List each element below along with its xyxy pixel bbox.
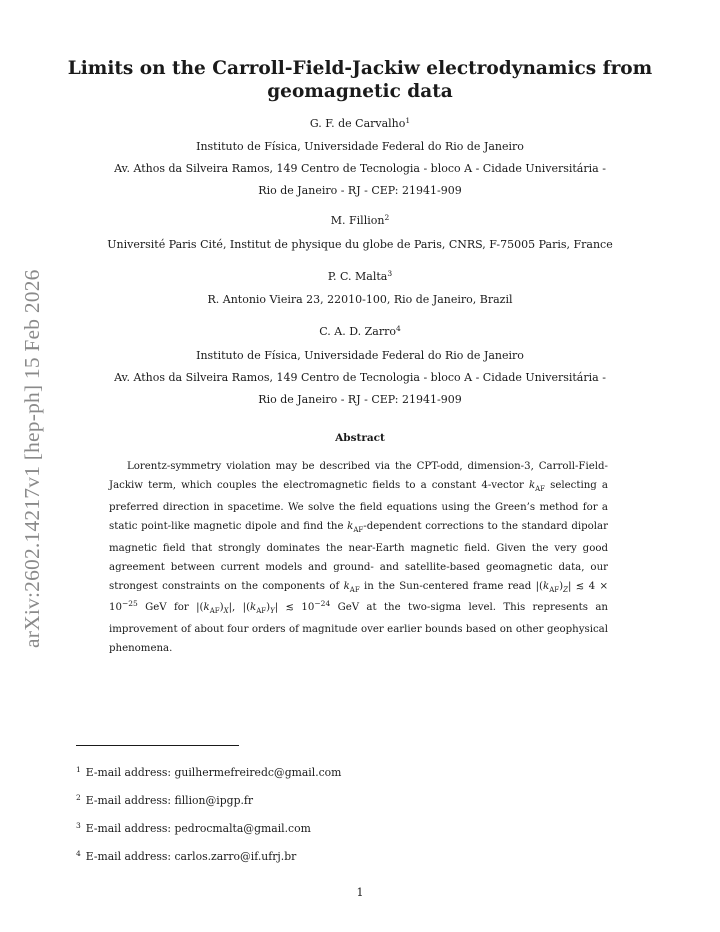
author-name: P. C. Malta$^3$ bbox=[327, 269, 393, 283]
footnote-mark: 2 bbox=[384, 213, 390, 222]
abstract-body bbox=[109, 458, 608, 659]
footnote: $^1$ E-mail address: guilhermefreiredc@gmail.com bbox=[76, 765, 342, 779]
author-affiliation: R. Antonio Vieira 23, 22010-100, Rio de Janeiro, Brazil bbox=[207, 293, 513, 306]
arxiv-stamp: arXiv:2602.14217v1 [hep-ph] 15 Feb 2026 bbox=[20, 269, 44, 648]
footnote-mark: 1 bbox=[405, 116, 411, 125]
footnote: $^4$ E-mail address: carlos.zarro@if.ufrj.br bbox=[76, 849, 297, 863]
author-name: M. Fillion$^2$ bbox=[330, 213, 390, 227]
footnote-mark: 3 bbox=[387, 269, 393, 278]
footnote-rule bbox=[76, 745, 239, 746]
abstract-paragraph: Lorentz-symmetry violation may be described via the CPT-odd, dimension-3, Carroll-Field-Jackiw term, which couples the electromagnetic fields to a constant 4-vector $k_{AF}$ selecting a preferred direction in spacetime. We solve the field equations using the Green’s method for a static point-like magnetic dipole and find the $k_{AF}$-dependent corrections to the standard dipolar magnetic field that strongly dominates the near-Earth magnetic field. Given the very good agreement between current models and ground- and satellite-based geomagnetic data, our strongest constraints on the components of $k_{AF}$ in the Sun-centered frame read $|(k_{AF})_Z|$ ≲ $4 \times 10^{-25}$ GeV for $|(k_{AF})_X|$, $|(k_{AF})_Y|$ ≲ $10^{-24}$ GeV at the two-sigma level. This represents an improvement of about four orders of magnitude over earlier bounds based on other geophysical phenomena. bbox=[109, 461, 609, 655]
author-name: C. A. D. Zarro$^4$ bbox=[319, 324, 401, 338]
footnote: $^3$ E-mail address: pedrocmalta@gmail.com bbox=[76, 821, 311, 835]
author-affiliation: Instituto de Física, Universidade Federal do Rio de Janeiro Av. Athos da Silveira Ramos, 149 Centro de Tecnologia - bloco A - Cidade Universitária - Rio de Janeiro - RJ - CEP: 21941-909 bbox=[114, 349, 606, 406]
abstract-heading: Abstract bbox=[335, 432, 385, 444]
author-name: G. F. de Carvalho$^1$ bbox=[309, 116, 411, 130]
author-affiliation: Instituto de Física, Universidade Federal do Rio de Janeiro Av. Athos da Silveira Ramos, 149 Centro de Tecnologia - bloco A - Cidade Universitária - Rio de Janeiro - RJ - CEP: 21941-909 bbox=[114, 140, 606, 197]
author-affiliation: Université Paris Cité, Institut de physique du globe de Paris, CNRS, F-75005 Paris, France bbox=[107, 238, 613, 251]
page-number: 1 bbox=[356, 886, 364, 899]
title-line: Limits on the Carroll-Field-Jackiw electrodynamics from bbox=[67, 58, 653, 79]
title-line: geomagnetic data bbox=[267, 81, 453, 102]
footnote: $^2$ E-mail address: fillion@ipgp.fr bbox=[76, 793, 254, 807]
paper-title bbox=[0, 57, 720, 103]
footnote-mark: 4 bbox=[395, 324, 401, 333]
